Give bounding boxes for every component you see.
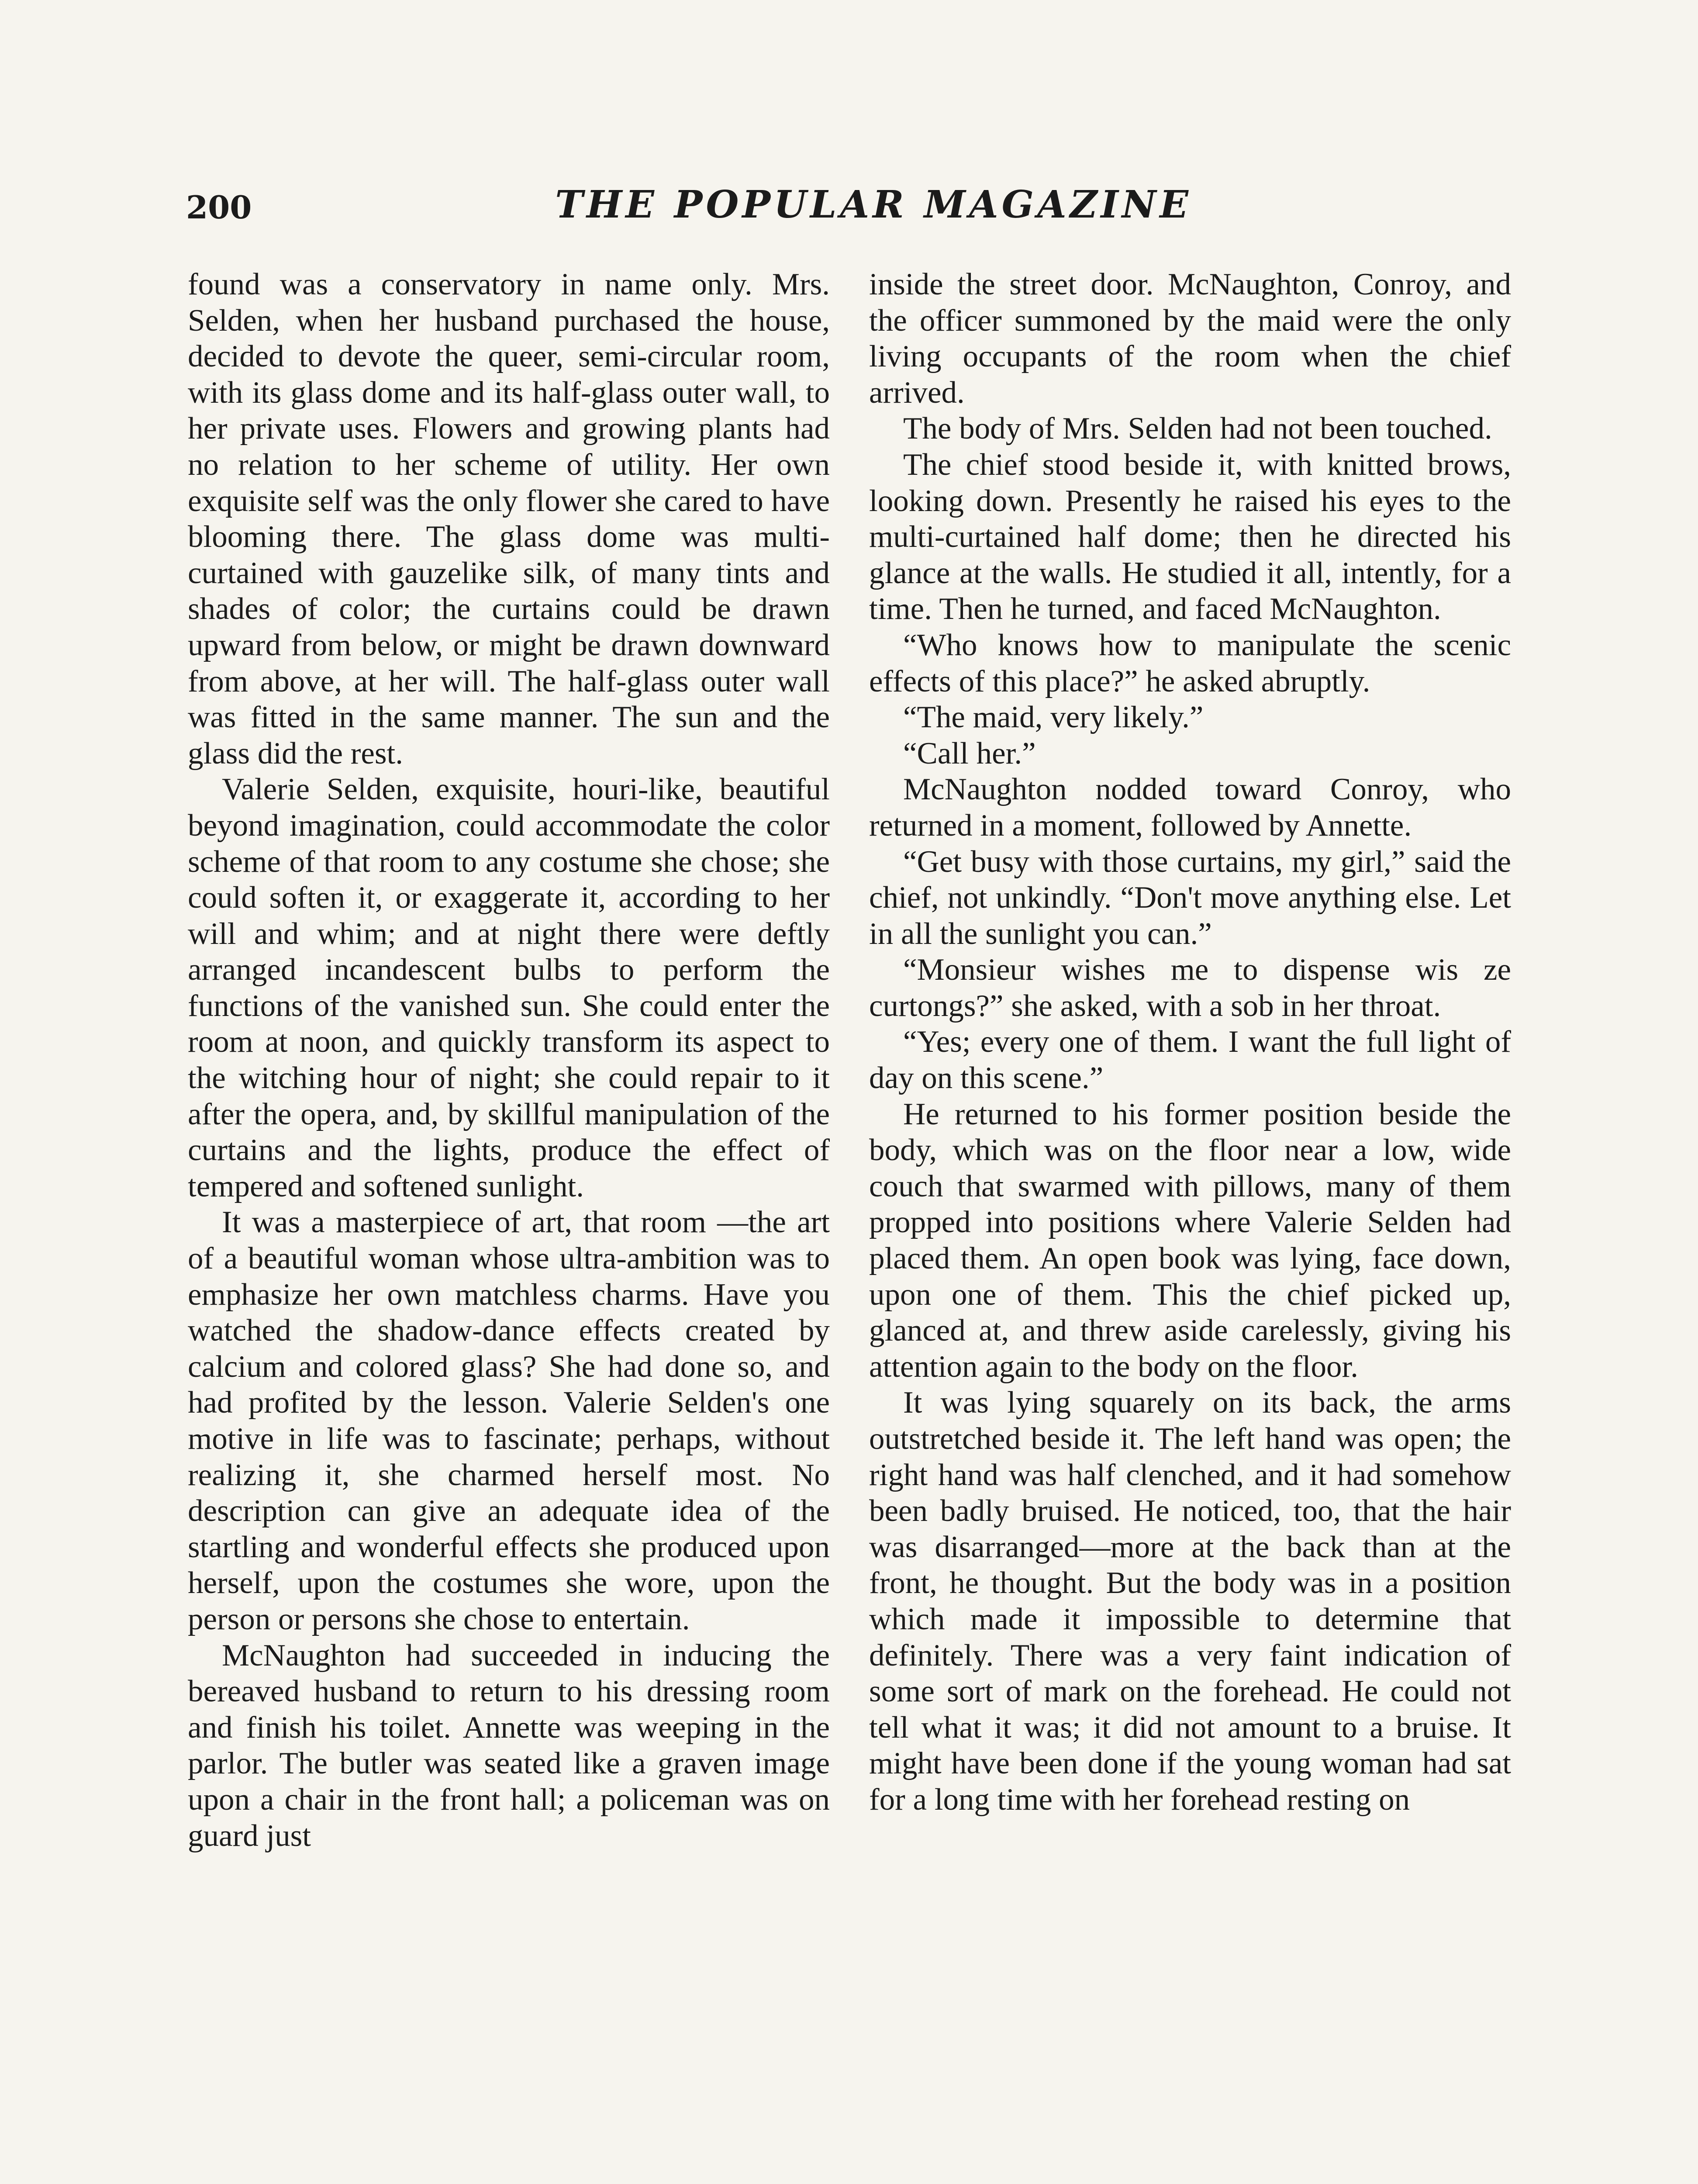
running-title: THE POPULAR MAGAZINE [555, 183, 1192, 227]
paragraph: Valerie Selden, exquisite, houri-like, beautiful beyond imagination, could accommodate the color scheme of that room to any costume she chose; she could soften it, or exaggerate it, according to her will and whim; and at night there were deftly arranged incandescent bulbs to perform the functions of the vanished sun. She could enter the room at noon, and quickly transform its aspect to the witching hour of night; she could repair to it after the opera, and, by skillful manipulation of the curtains and the lights, produce the effect of tempered and softened sunlight. [188, 772, 830, 1203]
paragraph: The body of Mrs. Selden had not been touched. [903, 411, 1492, 446]
paragraph: inside the street door. McNaughton, Conroy, and the officer summoned by the maid were the only living occupants of the room when the chief arrived. [869, 267, 1511, 410]
paragraph: “Call her.” [903, 736, 1036, 771]
page-number: 200 [186, 189, 252, 226]
paragraph: “Yes; every one of them. I want the full light of day on this scene.” [869, 1025, 1511, 1095]
paragraph: He returned to his former position beside the body, which was on the floor near a low, wide couch that swarmed with pillows, many of them propped into positions where Valerie Selden had placed them. An open book was lying, face down, upon one of them. This the chief picked up, glanced at, and threw aside carelessly, giving his attention again to the body on the floor. [869, 1097, 1511, 1384]
paragraph: McNaughton nodded toward Conroy, who returned in a moment, followed by Annette. [869, 772, 1511, 843]
paragraph: It was a masterpiece of art, that room —the art of a beautiful woman whose ultra-ambition was to emphasize her own matchless charms. Have you watched the shadow-dance effects created by calcium and colored glass? She had done so, and had profited by the lesson. Valerie Selden's one motive in life was to fascinate; perhaps, without realizing it, she charmed herself most. No description can give an adequate idea of the startling and wonderful effects she produced upon herself, upon the costumes she wore, upon the person or persons she chose to entertain. [188, 1205, 830, 1636]
paragraph: found was a conservatory in name only. Mrs. Selden, when her husband purchased the house, decided to devote the queer, semi-circular room, with its glass dome and its half-glass outer wall, to her private uses. Flowers and growing plants had no relation to her scheme of utility. Her own exquisite self was the only flower she cared to have blooming there. The glass dome was multi-curtained with gauzelike silk, of many tints and shades of color; the curtains could be drawn upward from below, or might be drawn downward from above, at her will. The half-glass outer wall was fitted in the same manner. The sun and the glass did the rest. [188, 267, 830, 771]
paragraph: McNaughton had succeeded in inducing the bereaved husband to return to his dressing room and finish his toilet. Annette was weeping in the parlor. The butler was seated like a graven image upon a chair in the front hall; a policeman was on guard just [188, 1638, 830, 1853]
paragraph: The chief stood beside it, with knitted brows, looking down. Presently he raised his eyes to the multi-curtained half dome; then he directed his glance at the walls. He studied it all, intently, for a time. Then he turned, and faced McNaughton. [869, 447, 1511, 626]
paragraph: It was lying squarely on its back, the arms outstretched beside it. The left hand was open; the right hand was half clenched, and it had somehow been badly bruised. He noticed, too, that the hair was disarranged—more at the back than at the front, he thought. But the body was in a position which made it impossible to determine that definitely. There was a very faint indication of some sort of mark on the forehead. He could not tell what it was; it did not amount to a bruise. It might have been done if the young woman had sat for a long time with her forehead resting on [869, 1386, 1511, 1817]
paragraph: “Monsieur wishes me to dispense wis ze curtongs?” she asked, with a sob in her throat. [869, 953, 1511, 1023]
paragraph: “The maid, very likely.” [903, 700, 1204, 735]
left-column [188, 266, 830, 2184]
paragraph: “Get busy with those curtains, my girl,” said the chief, not unkindly. “Don't move anything else. Let in all the sunlight you can.” [869, 844, 1511, 951]
paragraph: “Who knows how to manipulate the scenic effects of this place?” he asked abruptly. [869, 628, 1511, 698]
right-column [869, 266, 1511, 2184]
